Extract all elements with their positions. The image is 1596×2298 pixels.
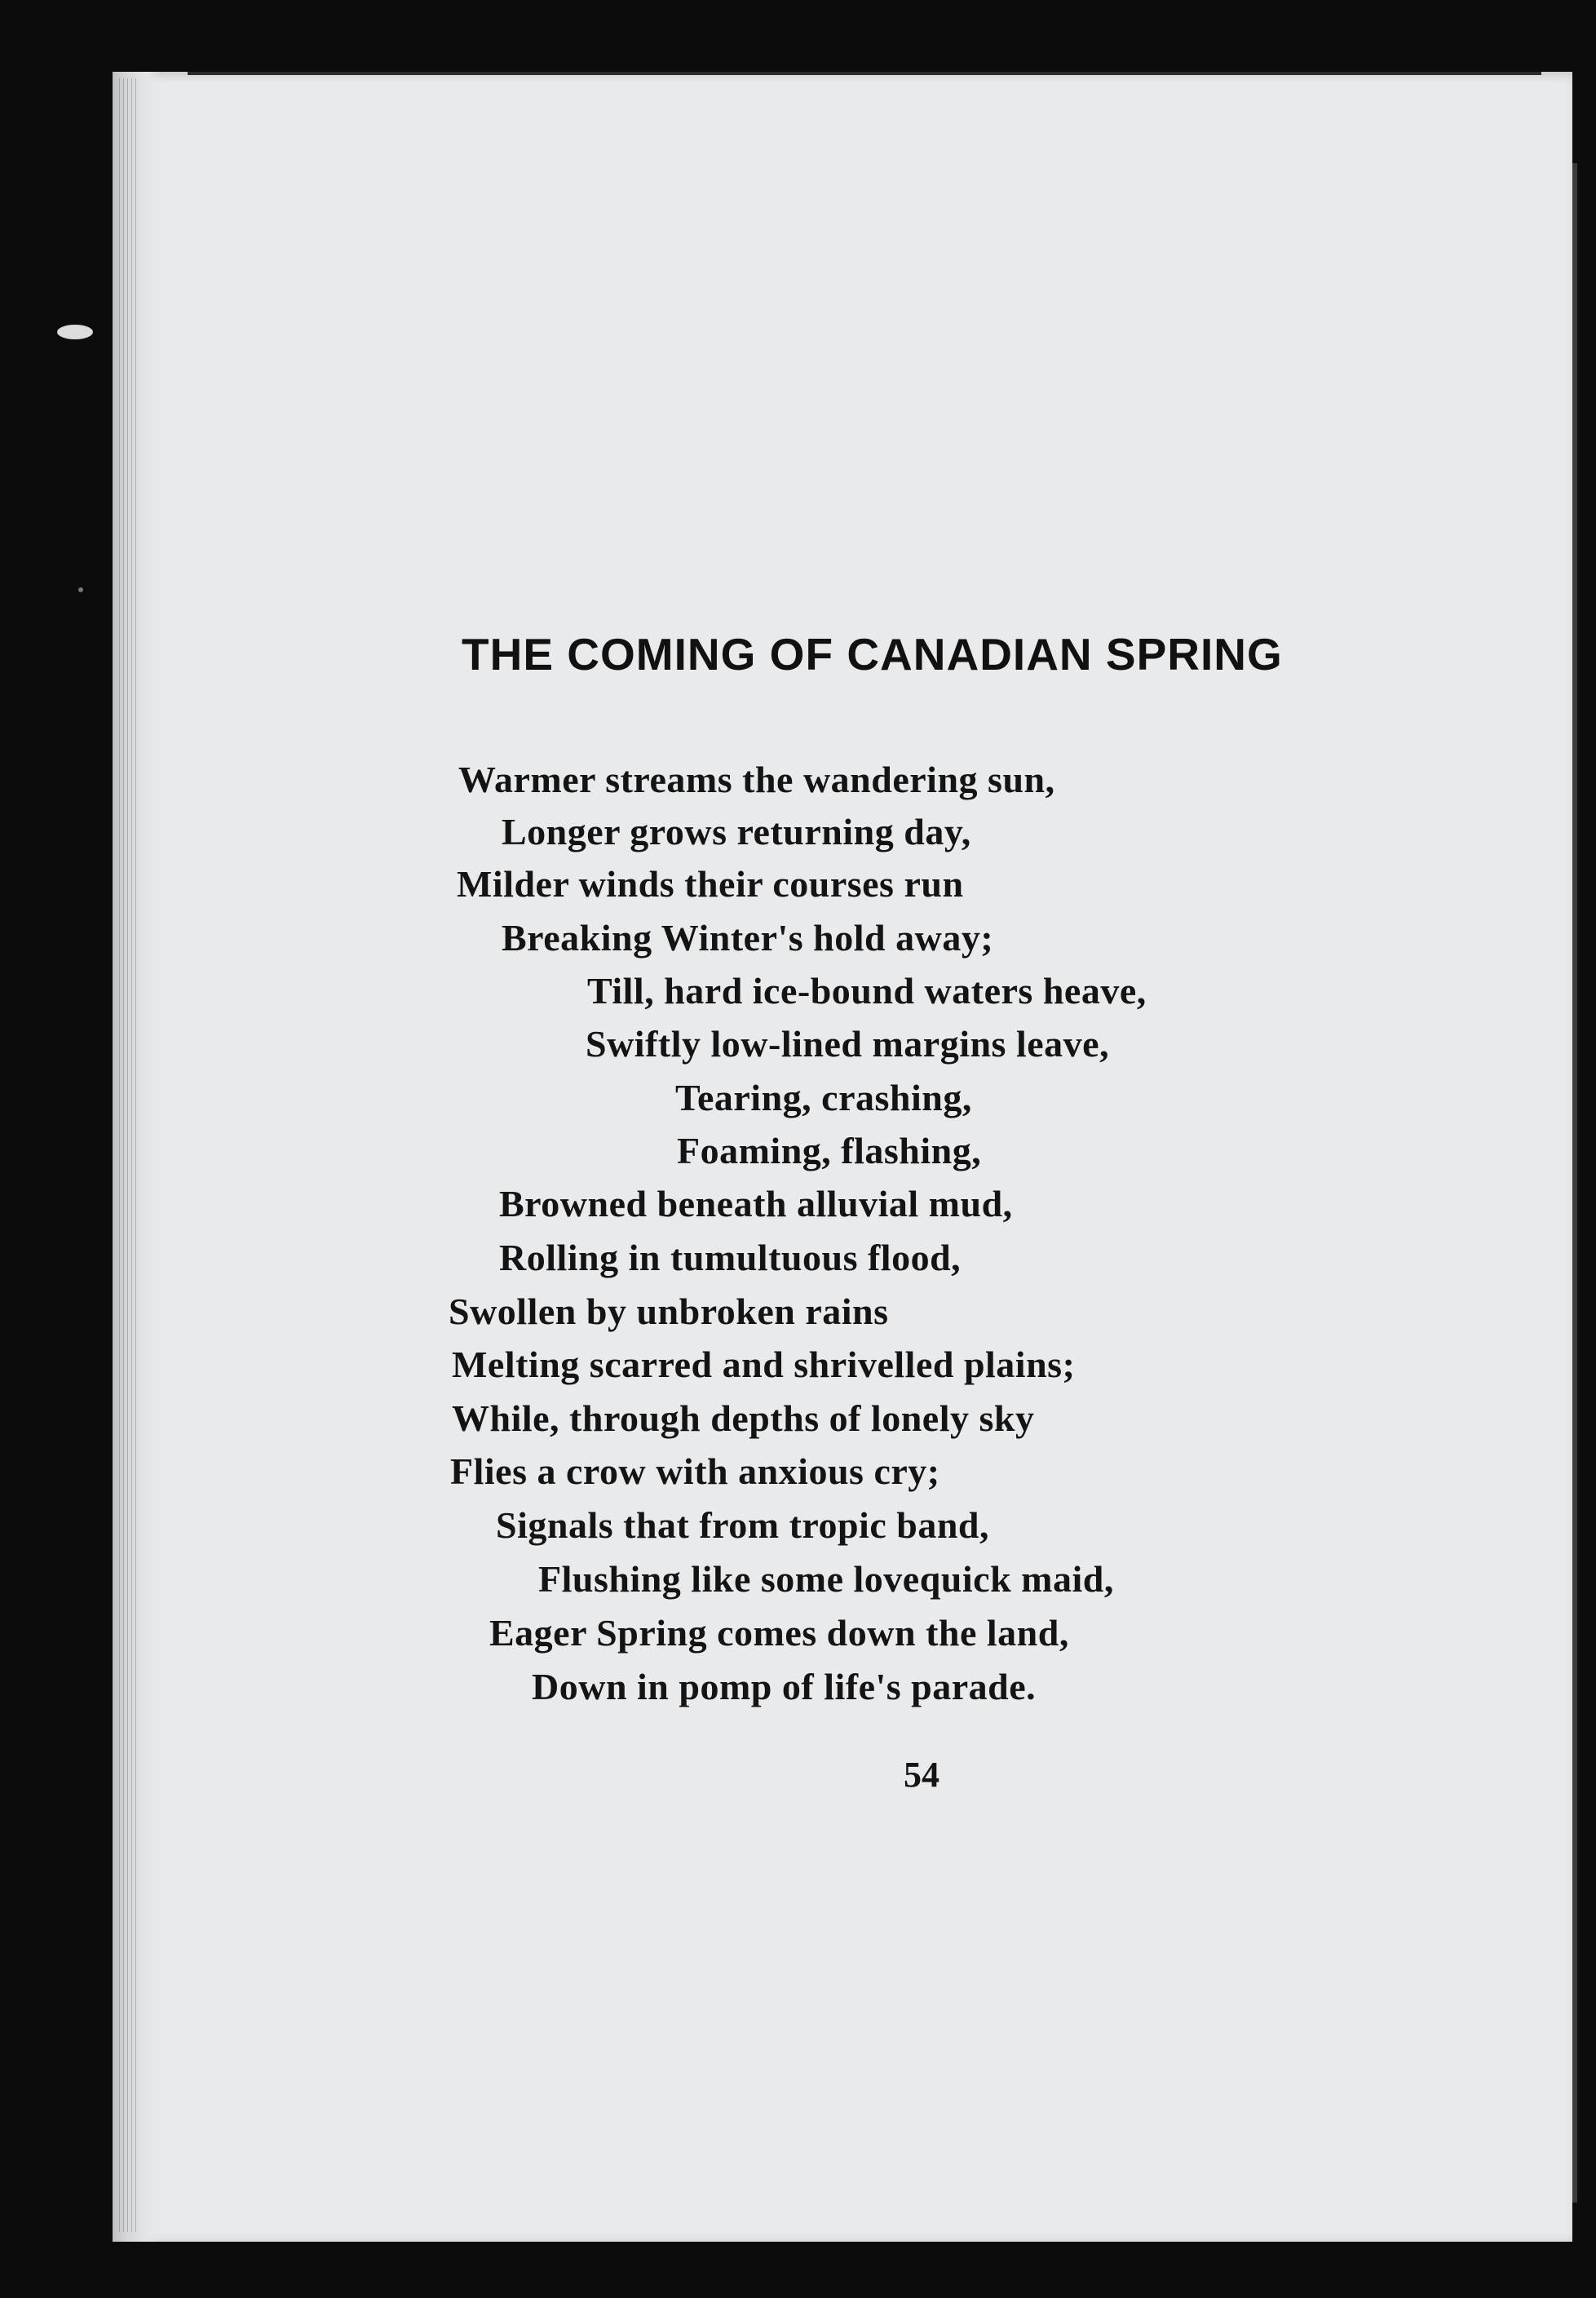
poem-line: Longer grows returning day, bbox=[502, 811, 971, 852]
poem-line: Flies a crow with anxious cry; bbox=[450, 1450, 940, 1492]
poem-line: Flushing like some lovequick maid, bbox=[538, 1558, 1114, 1600]
poem-line: Till, hard ice-bound waters heave, bbox=[587, 970, 1147, 1012]
poem-line: Swollen by unbroken rains bbox=[449, 1291, 889, 1332]
poem-line: Melting scarred and shrivelled plains; bbox=[452, 1344, 1076, 1385]
poem-line: Warmer streams the wandering sun, bbox=[458, 759, 1055, 800]
poem-line: Rolling in tumultuous flood, bbox=[499, 1237, 962, 1278]
poem-line: Milder winds their courses run bbox=[457, 863, 964, 905]
poem-line: Foaming, flashing, bbox=[677, 1130, 982, 1171]
poem-line: While, through depths of lonely sky bbox=[452, 1397, 1035, 1439]
poem-line: Down in pomp of life's parade. bbox=[532, 1666, 1037, 1707]
poem-line: Breaking Winter's hold away; bbox=[502, 917, 994, 959]
poem-line: Eager Spring comes down the land, bbox=[489, 1612, 1069, 1654]
poem-line: Browned beneath alluvial mud, bbox=[499, 1183, 1013, 1224]
poem-line: Signals that from tropic band, bbox=[496, 1504, 990, 1546]
poem-title: THE COMING OF CANADIAN SPRING bbox=[462, 629, 1283, 680]
poem-line: Tearing, crashing, bbox=[675, 1077, 972, 1118]
page-number: 54 bbox=[904, 1755, 939, 1795]
poem-line: Swiftly low-lined margins leave, bbox=[586, 1023, 1110, 1065]
